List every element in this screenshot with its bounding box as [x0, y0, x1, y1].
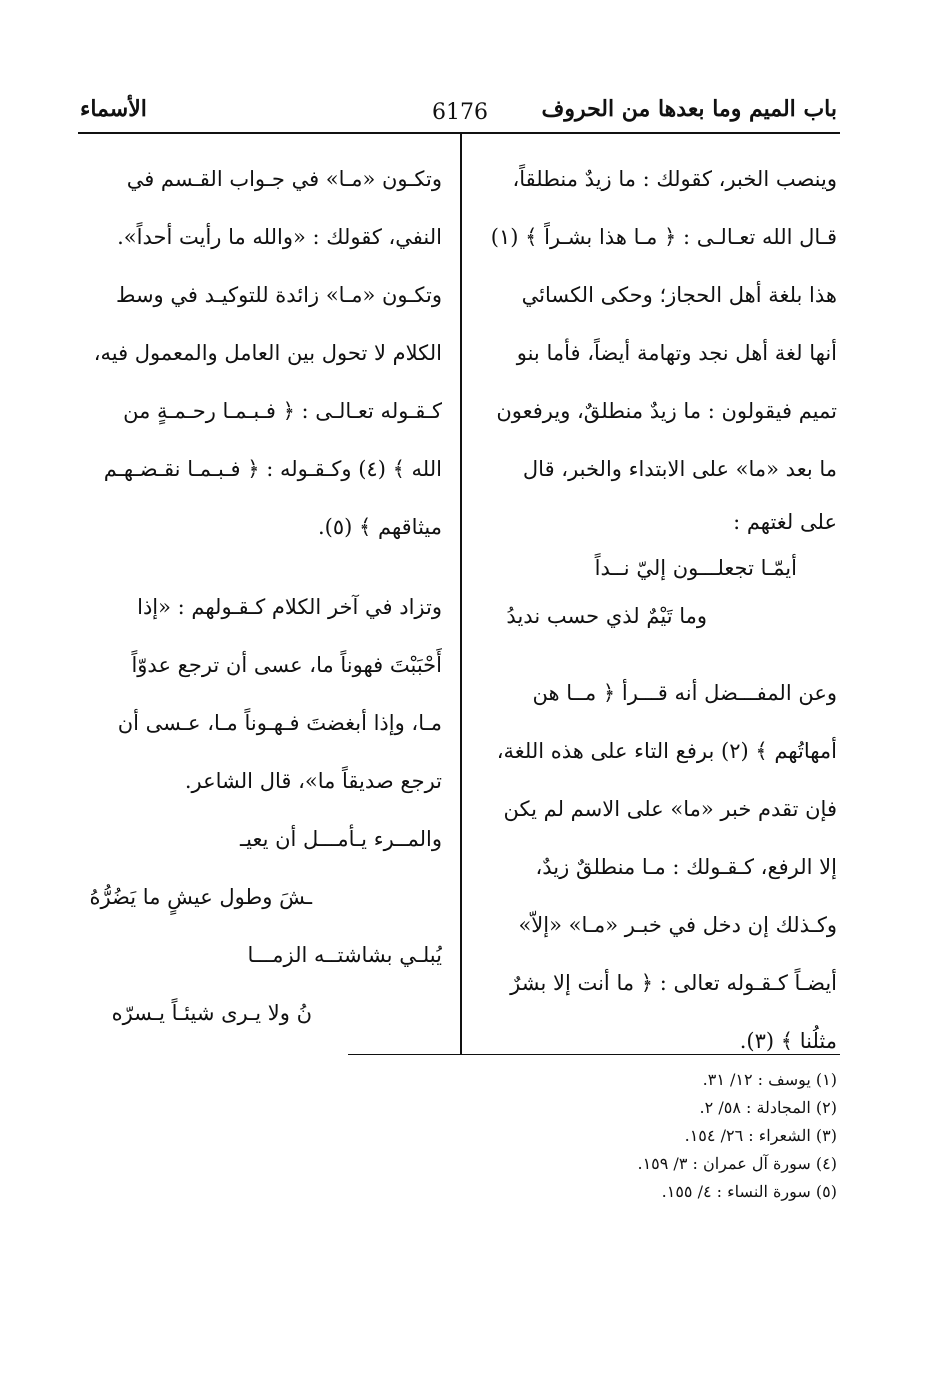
footnote: (٢) المجادلة : ٥٨/ ٢. [699, 1098, 837, 1117]
text-line: مثلُنا ﴾ (٣). [739, 1029, 837, 1053]
text-line: الكلام لا تحول بين العامل والمعمول فيه، [93, 341, 442, 365]
text-line: مـا، وإذا أبغضتَ فـهـوناً مـا، عـسى أن [117, 711, 442, 735]
page-number: 6176 [432, 100, 488, 125]
header-rule [78, 132, 840, 134]
text-line: وعن المفـــضل أنه قـــرأ ﴿ مــا هن [532, 681, 837, 705]
text-line: أَحْبَبْتَ فهوناً ما، عسى أن ترجع عدوّاً [131, 653, 442, 677]
text-line: النفي، كقولك : «والله ما رأيت أحداً». [117, 225, 442, 249]
chapter-heading: باب الميم وما بعدها من الحروف [541, 96, 837, 122]
text-line: كـقـوله تعـالـى : ﴿ فـبـمـا رحـمـةٍ من [123, 399, 442, 423]
footnote: (١) يوسف : ١٢/ ٣١. [702, 1070, 837, 1089]
text-line: إلا الرفع، كـقـولك : مـا منطلقٌ زيدٌ، [535, 855, 837, 879]
text-line: ميثاقهم ﴾ (٥). [317, 515, 442, 539]
footnote: (٥) سورة النساء : ٤/ ١٥٥. [661, 1182, 837, 1201]
text-line: ترجع صديقاً ما»، قال الشاعر. [184, 769, 442, 793]
right-column [475, 150, 837, 1070]
section-heading: الأسماء [80, 96, 147, 122]
text-line: قـال الله تعـالـى : ﴿ مـا هذا بشـراً ﴾ (١) [490, 225, 837, 249]
text-line: هذا بلغة أهل الحجاز؛ وحكى الكسائي [521, 283, 837, 307]
text-line: وتزاد في آخر الكلام كـقـولهم : «إذا [137, 595, 442, 619]
left-column [80, 150, 442, 1042]
text-line: أمهاتُهم ﴾ (٢) برفع التاء على هذه اللغة، [496, 739, 837, 763]
verse-line: أيمّـا تجعلـــون إليّ نــداً [594, 556, 797, 580]
text-line: أيضـاً كـقـوله تعالى : ﴿ ما أنت إلا بشرٌ [510, 971, 837, 995]
text-line: تميم فيقولون : ما زيدٌ منطلقٌ، ويرفعون [496, 399, 837, 423]
text-line: وينصب الخبر، كقولك : ما زيدٌ منطلقاً، [512, 167, 837, 191]
verse-line: يُبلـي بشاشتــه الزمـــا [247, 943, 442, 967]
paragraph-gap [475, 642, 837, 664]
verse-line: نُ ولا يـرى شيئـاً يـسرّه [111, 1001, 312, 1025]
footnote-rule [348, 1054, 840, 1055]
paragraph-gap [80, 556, 442, 578]
footnote: (٤) سورة آل عمران : ٣/ ١٥٩. [637, 1154, 837, 1173]
text-line: فإن تقدم خبر «ما» على الاسم لم يكن [503, 797, 837, 821]
column-divider [460, 134, 462, 1055]
text-line: ما بعد «ما» على الابتداء والخبر، قال [522, 457, 837, 481]
verse-line: وما تَيْمٌ لذي حسب نديدُ [506, 604, 707, 628]
text-line: وتكـون «مـا» زائدة للتوكيـد في وسط [116, 283, 442, 307]
text-line: وتكـون «مـا» في جـواب القـسم في [126, 167, 442, 191]
text-line: الله ﴾ (٤) وكـقـوله : ﴿ فـبـمـا نقـضـهـم [103, 457, 442, 481]
footnotes [637, 1066, 837, 1206]
text-line: وكـذلك إن دخل في خبـر «مـا» «إلاّ» [518, 913, 837, 937]
verse-line: والمــرء يـأمـــل أن يعيـ [239, 827, 442, 851]
text-line: على لغتهم : [733, 510, 837, 534]
text-line: أنها لغة أهل نجد وتهامة أيضاً، فأما بنو [516, 341, 837, 365]
footnote: (٣) الشعراء : ٢٦/ ١٥٤. [684, 1126, 837, 1145]
verse-line: ـشَ وطول عيشٍ ما يَضُرُّهُ [89, 885, 312, 909]
